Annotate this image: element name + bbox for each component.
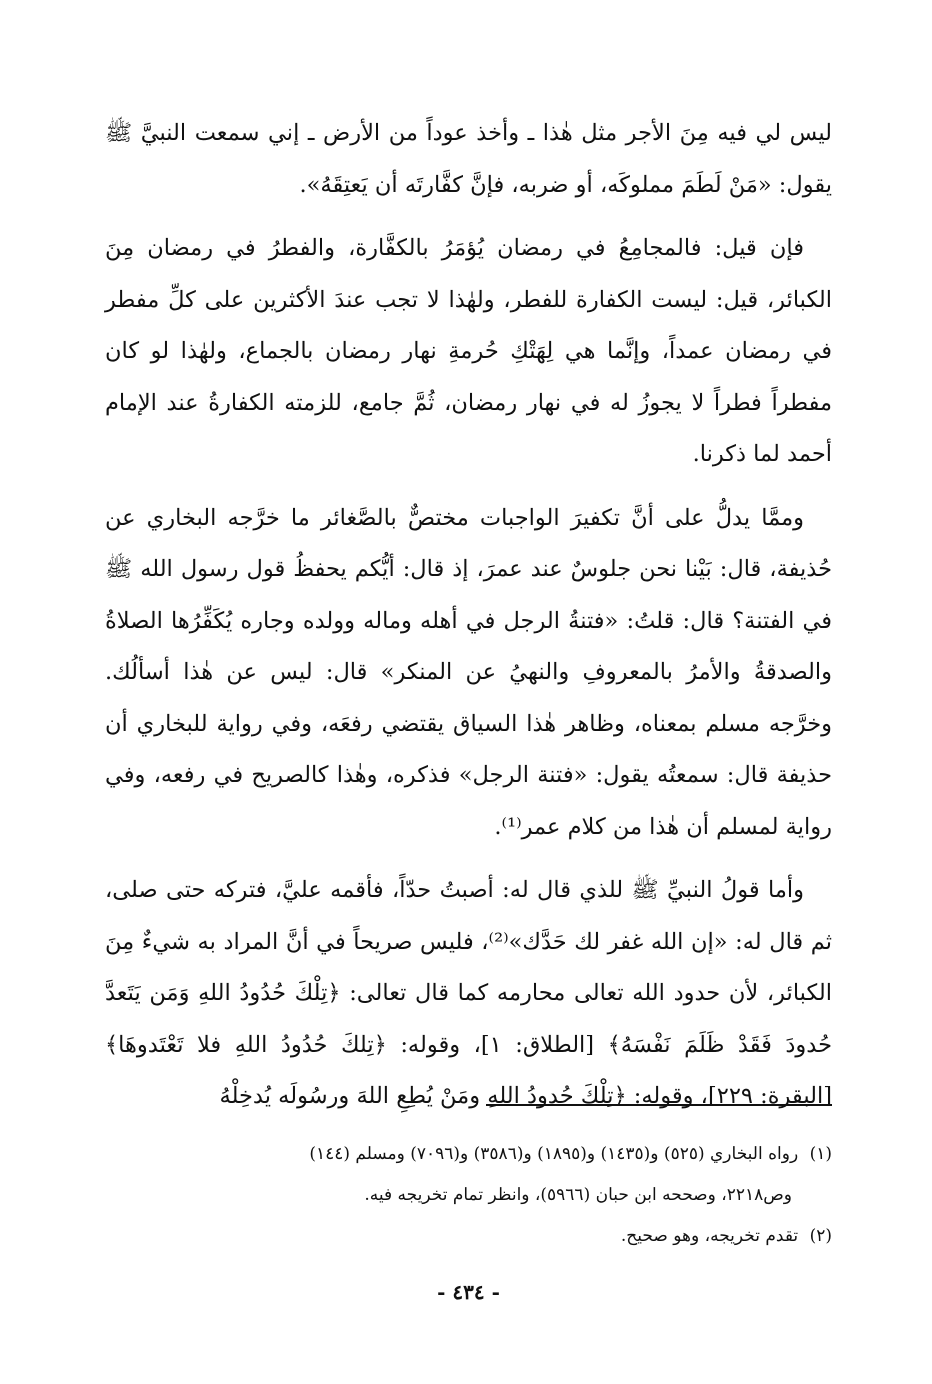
footnote-1-number: (١) [809,1144,832,1164]
footnote-2 [105,1216,832,1257]
paragraph-4: وأما قولُ النبيِّ ﷺ للذي قال له: أصبتُ حدّاً، فأقمه عليَّ، فتركه حتى صلى، ثم قال له: «إن الله غفر لك حَدَّك»⁽²⁾، فليس صريحاً في أنَّ المراد به شيءٌ مِنَ الكبائر، لأن حدود الله تعالى محارمه كما قال تعالى: ﴿تِلْكَ حُدُودُ اللهِ وَمَن يَتَعدَّ حُدودَ فَقَدْ ظَلَمَ نَفْسَهُ﴾ [الطلاق: ١]، وقوله: ﴿تِلكَ حُدُودُ اللهِ فلا تَعْتَدوهَا﴾ [البقرة: ٢٢٩]، وقوله: ﴿تِلْكَ حُدودُ اللهِ ومَنْ يُطِعِ اللهَ ورسُولَه يُدخِلْهُ [105,877,833,1109]
footnote-2-text: تقدم تخريجه، وهو صحيح. [620,1226,799,1246]
footnote-1-continuation: وص٢٢١٨، وصححه ابن حبان (٥٩٦٦)، وانظر تمام تخريجه فيه. [364,1185,792,1205]
paragraph-1: ليس لي فيه مِنَ الأجر مثل هٰذا ـ وأخذ عوداً من الأرض ـ إني سمعت النبيَّ ﷺ يقول: «مَنْ لَطَمَ مملوكَه، أو ضربه، فإنَّ كفَّارتَه أن يَعتِقَهُ». [105,120,832,198]
footnote-separator [486,1104,832,1106]
footnote-1 [105,1134,832,1175]
paragraph-3: وممَّا يدلُّ على أنَّ تكفيرَ الواجبات مختصٌّ بالصَّغائر ما خرَّجه البخاري عن حُذيفة، قال: بَيْنا نحن جلوسٌ عند عمرَ، إذ قال: أيُّكم يحفظُ قول رسول الله ﷺ في الفتنة؟ قال: قلتُ: «فتنةُ الرجل في أهله وماله وولده وجاره يُكَفِّرُها الصلاةُ والصدقةُ والأمرُ بالمعروفِ والنهيُ عن المنكر» قال: ليس عن هٰذا أسألُك. وخرَّجه مسلم بمعناه، وظاهر هٰذا السياق يقتضي رفعَه، وفي رواية للبخاري أن حذيفة قال: سمعتُه يقول: «فتنة الرجل» فذكره، وهٰذا كالصريح في رفعه، وفي رواية لمسلم أن هٰذا من كلام عمر⁽¹⁾. [105,504,832,840]
footnote-1-text: رواه البخاري (٥٢٥) و(١٤٣٥) و(١٨٩٥) و(٣٥٨٦) و(٧٠٩٦) ومسلم (١٤٤) [309,1144,799,1164]
book-page [105,108,832,1348]
page-number: - ٤٣٤ - [437,1280,500,1304]
footnotes-block [105,1134,832,1257]
footnote-2-number: (٢) [809,1226,832,1246]
main-text-block [105,108,832,1123]
paragraph-2: فإن قيل: فالمجامِعُ في رمضان يُؤمَرُ بالكفَّارة، والفطرُ في رمضان مِنَ الكبائر، قيل: ليست الكفارة للفطر، ولهٰذا لا تجب عندَ الأكثرين على كلِّ مفطر في رمضان عمداً، وإنَّما هي لِهَتْكِ حُرمةِ نهار رمضان بالجماع، ولهٰذا لو كان مفطراً فطراً لا يجوزُ له في نهار رمضان، ثُمَّ جامع، للزمته الكفارةُ عند الإمام أحمد لما ذكرنا. [105,235,832,467]
